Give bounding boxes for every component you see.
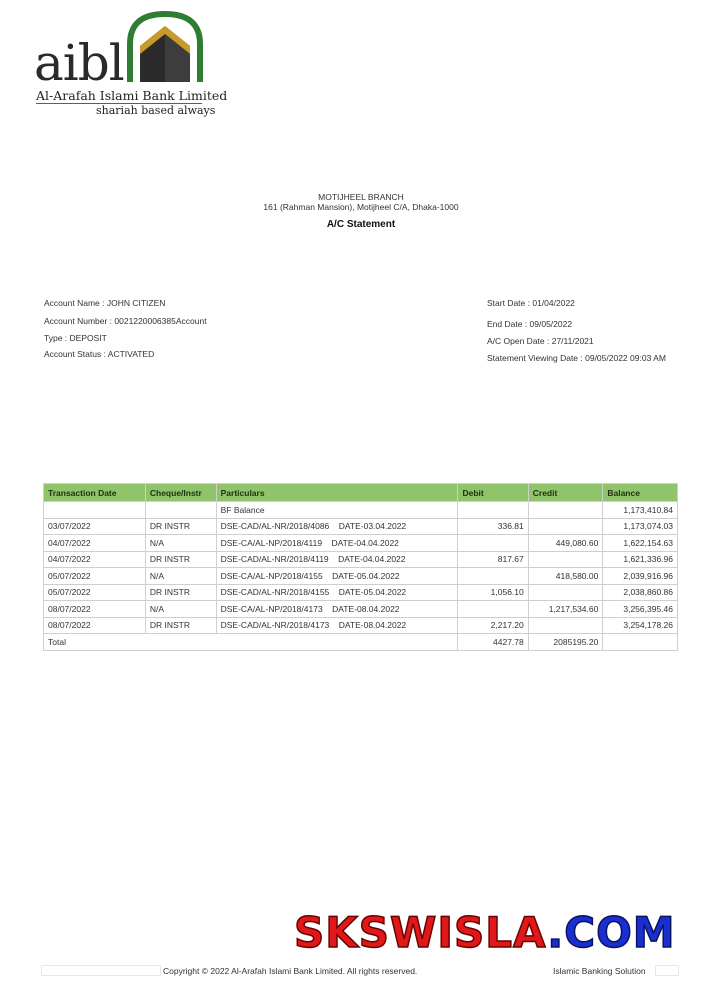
open-date: A/C Open Date : 27/11/2021 xyxy=(487,336,594,346)
branch-name: MOTIJHEEL BRANCH xyxy=(318,192,404,202)
cheque-instr: N/A xyxy=(145,601,216,618)
bank-name: Al-Arafah Islami Bank Limited xyxy=(36,88,228,103)
cheque-instr: DR INSTR xyxy=(145,551,216,568)
debit xyxy=(458,601,528,618)
transaction-date: 08/07/2022 xyxy=(44,617,146,634)
table-row xyxy=(44,502,678,519)
table-row xyxy=(44,568,678,585)
footer-box xyxy=(41,965,161,976)
cheque-instr: DR INSTR xyxy=(145,584,216,601)
column-header: Particulars xyxy=(216,484,458,502)
account-status: Account Status : ACTIVATED xyxy=(44,349,155,359)
debit: 336.81 xyxy=(458,518,528,535)
transaction-date: 05/07/2022 xyxy=(44,568,146,585)
transaction-date: 08/07/2022 xyxy=(44,601,146,618)
balance: 2,038,860.86 xyxy=(603,584,678,601)
debit xyxy=(458,502,528,519)
total-debit: 4427.78 xyxy=(458,634,528,651)
particulars: DSE-CAD/AL-NR/2018/4086 DATE-03.04.2022 xyxy=(216,518,458,535)
balance: 1,173,074.03 xyxy=(603,518,678,535)
table-row xyxy=(44,535,678,552)
footer-copyright: Copyright © 2022 Al-Arafah Islami Bank Limited. All rights reserved. xyxy=(163,966,418,976)
account-number: Account Number : 0021220006385Account xyxy=(44,316,207,326)
watermark-part2: .COM xyxy=(547,908,676,957)
start-date: Start Date : 01/04/2022 xyxy=(487,298,575,308)
end-date: End Date : 09/05/2022 xyxy=(487,319,573,329)
balance: 3,256,395.46 xyxy=(603,601,678,618)
cheque-instr: DR INSTR xyxy=(145,617,216,634)
kaaba-logo-icon xyxy=(126,10,204,84)
column-header: Balance xyxy=(603,484,678,502)
particulars: DSE-CA/AL-NP/2018/4173 DATE-08.04.2022 xyxy=(216,601,458,618)
debit xyxy=(458,568,528,585)
table-header-row xyxy=(44,484,678,502)
balance: 2,039,916.96 xyxy=(603,568,678,585)
footer-solution: Islamic Banking Solution xyxy=(553,966,646,976)
particulars: DSE-CAD/AL-NR/2018/4173 DATE-08.04.2022 xyxy=(216,617,458,634)
debit xyxy=(458,535,528,552)
particulars: DSE-CA/AL-NP/2018/4155 DATE-05.04.2022 xyxy=(216,568,458,585)
statement-table xyxy=(43,483,678,651)
transaction-date: 04/07/2022 xyxy=(44,551,146,568)
viewing-date: Statement Viewing Date : 09/05/2022 09:03 AM xyxy=(487,353,666,363)
credit xyxy=(528,518,603,535)
bank-logo-text: aibl xyxy=(34,34,124,92)
footer-box xyxy=(655,965,679,976)
column-header: Credit xyxy=(528,484,603,502)
table-row xyxy=(44,551,678,568)
cheque-instr: N/A xyxy=(145,535,216,552)
particulars: DSE-CAD/AL-NR/2018/4119 DATE-04.04.2022 xyxy=(216,551,458,568)
cheque-instr: N/A xyxy=(145,568,216,585)
balance: 1,622,154.63 xyxy=(603,535,678,552)
particulars: BF Balance xyxy=(216,502,458,519)
cheque-instr: DR INSTR xyxy=(145,518,216,535)
bank-tagline: shariah based always xyxy=(96,104,216,117)
table-row xyxy=(44,617,678,634)
credit xyxy=(528,617,603,634)
transaction-date: 04/07/2022 xyxy=(44,535,146,552)
credit: 1,217,534.60 xyxy=(528,601,603,618)
statement-title: A/C Statement xyxy=(326,219,396,230)
cheque-instr xyxy=(145,502,216,519)
balance: 1,173,410.84 xyxy=(603,502,678,519)
column-header: Cheque/Instr xyxy=(145,484,216,502)
total-label: Total xyxy=(44,634,458,651)
total-balance xyxy=(603,634,678,651)
total-row xyxy=(44,634,678,651)
debit: 1,056.10 xyxy=(458,584,528,601)
column-header: Transaction Date xyxy=(44,484,146,502)
branch-address: 161 (Rahman Mansion), Motijheel C/A, Dhaka-1000 xyxy=(263,202,459,212)
credit: 449,080.60 xyxy=(528,535,603,552)
credit xyxy=(528,551,603,568)
transaction-date xyxy=(44,502,146,519)
table-row xyxy=(44,518,678,535)
account-name: Account Name : JOHN CITIZEN xyxy=(44,298,166,308)
credit xyxy=(528,502,603,519)
watermark-part1: SKSWISLA xyxy=(294,908,548,957)
watermark xyxy=(294,908,676,957)
credit: 418,580.00 xyxy=(528,568,603,585)
debit: 817.67 xyxy=(458,551,528,568)
account-type: Type : DEPOSIT xyxy=(44,333,107,343)
table-row xyxy=(44,601,678,618)
total-credit: 2085195.20 xyxy=(528,634,603,651)
particulars: DSE-CAD/AL-NR/2018/4155 DATE-05.04.2022 xyxy=(216,584,458,601)
particulars: DSE-CA/AL-NP/2018/4119 DATE-04.04.2022 xyxy=(216,535,458,552)
credit xyxy=(528,584,603,601)
column-header: Debit xyxy=(458,484,528,502)
table-row xyxy=(44,584,678,601)
balance: 1,621,336.96 xyxy=(603,551,678,568)
transaction-date: 03/07/2022 xyxy=(44,518,146,535)
transaction-date: 05/07/2022 xyxy=(44,584,146,601)
debit: 2,217.20 xyxy=(458,617,528,634)
balance: 3,254,178.26 xyxy=(603,617,678,634)
